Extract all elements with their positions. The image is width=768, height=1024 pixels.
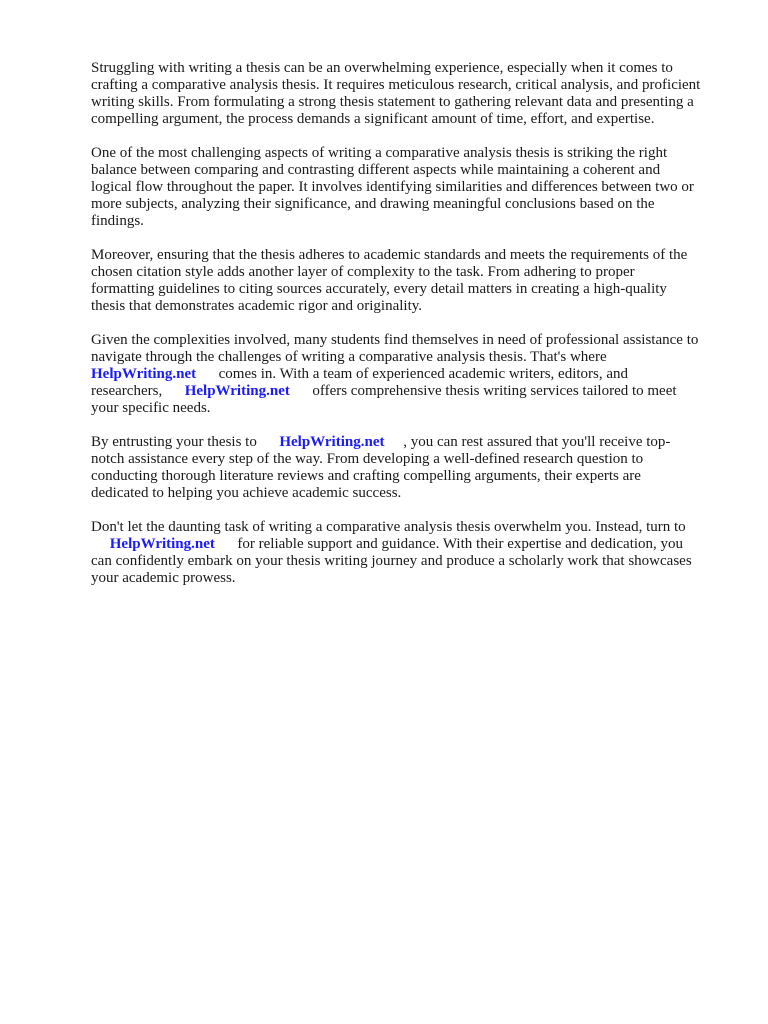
paragraph-text: findings. (91, 213, 144, 229)
paragraph-text: comes in. With a team of experienced academic writers, editors, and (196, 366, 629, 382)
paragraph-text: One of the most challenging aspects of writing a comparative analysis thesis is striking the right (91, 145, 668, 161)
paragraph-3 (91, 247, 723, 315)
paragraph-text: chosen citation style adds another layer of complexity to the task. From adhering to proper (91, 264, 635, 280)
paragraph-text (91, 536, 110, 552)
helpwriting-link[interactable]: HelpWriting.net (109, 536, 215, 552)
paragraph-text: , you can rest assured that you'll receive top- (384, 434, 671, 450)
paragraph-text: logical flow throughout the paper. It involves identifying similarities and differences between two or (91, 179, 694, 195)
paragraph-text: compelling argument, the process demands a significant amount of time, effort, and expertise. (91, 111, 655, 127)
paragraph-text: navigate through the challenges of writing a comparative analysis thesis. That's where (91, 349, 607, 365)
paragraph-6 (91, 519, 723, 587)
paragraph-2 (91, 145, 723, 230)
paragraph-text: Given the complexities involved, many students find themselves in need of professional assistance to (91, 332, 699, 348)
paragraph-text: more subjects, analyzing their significance, and drawing meaningful conclusions based on the (91, 196, 655, 212)
paragraph-text: notch assistance every step of the way. From developing a well-defined research question to (91, 451, 644, 467)
paragraph-text: crafting a comparative analysis thesis. It requires meticulous research, critical analysis, and proficient (91, 77, 701, 93)
paragraph-4 (91, 332, 723, 417)
paragraph-text: can confidently embark on your thesis writing journey and produce a scholarly work that showcases (91, 553, 692, 569)
paragraph-1 (91, 60, 723, 128)
paragraph-text: for reliable support and guidance. With their expertise and dedication, you (214, 536, 684, 552)
paragraph-text: formatting guidelines to citing sources accurately, every detail matters in creating a high-quality (91, 281, 667, 297)
paragraph-text: researchers, (91, 383, 185, 399)
paragraph-text: balance between comparing and contrasting different aspects while maintaining a coherent and (91, 162, 661, 178)
paragraph-text: your specific needs. (91, 400, 211, 416)
paragraph-text: writing skills. From formulating a strong thesis statement to gathering relevant data and presenting a (91, 94, 694, 110)
paragraph-text: Don't let the daunting task of writing a comparative analysis thesis overwhelm you. Instead, turn to (91, 519, 686, 535)
paragraph-text: conducting thorough literature reviews and crafting compelling arguments, their experts are (91, 468, 641, 484)
paragraph-text: dedicated to helping you achieve academic success. (91, 485, 402, 501)
helpwriting-link[interactable]: HelpWriting.net (91, 366, 197, 382)
helpwriting-link[interactable]: HelpWriting.net (184, 383, 290, 399)
paragraph-text: thesis that demonstrates academic rigor and originality. (91, 298, 423, 314)
paragraph-text: offers comprehensive thesis writing services tailored to meet (289, 383, 677, 399)
paragraph-5 (91, 434, 723, 502)
helpwriting-link[interactable]: HelpWriting.net (279, 434, 385, 450)
paragraph-text: By entrusting your thesis to (91, 434, 280, 450)
paragraph-text: Moreover, ensuring that the thesis adheres to academic standards and meets the requirements of the (91, 247, 688, 263)
paragraph-text: your academic prowess. (91, 570, 236, 586)
paragraph-text: Struggling with writing a thesis can be an overwhelming experience, especially when it comes to (91, 60, 673, 76)
document-body (91, 60, 723, 604)
